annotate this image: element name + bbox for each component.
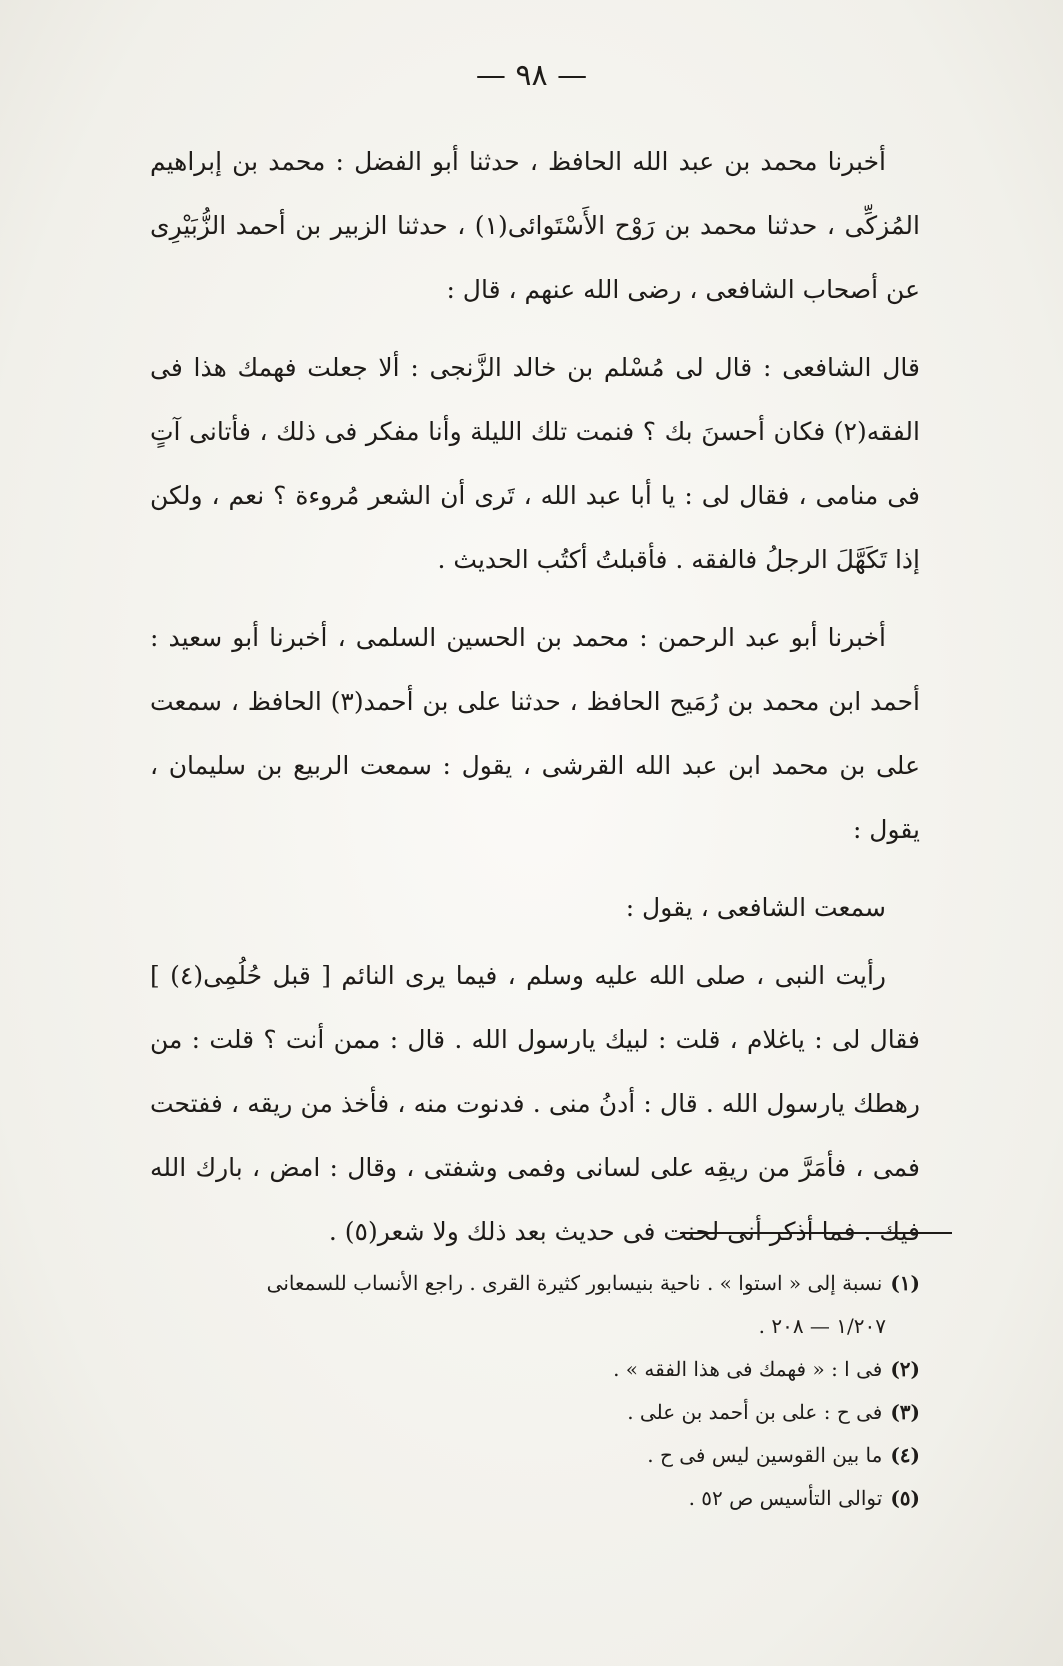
footnotes — [150, 1262, 920, 1520]
footnote-number: (٤) — [890, 1443, 920, 1467]
footnote-text: فى ح : على بن أحمد بن على . — [627, 1400, 883, 1424]
footnote-number: (٥) — [890, 1486, 920, 1510]
footnote-1 — [150, 1262, 920, 1348]
paragraph-2: قال الشافعى : قال لى مُسْلم بن خالد الزَّنجى : ألا جعلت فهمك هذا فى الفقه(٢) فكان أحسنَ بك ؟ فنمت تلك الليلة وأنا مفكر فى ذلك ، فأتانى آتٍ فى منامى ، فقال لى : يا أبا عبد الله ، تَرى أن الشعر مُروءة ؟ نعم ، ولكن إذا تَكَهَّلَ الرجلُ فالفقه . فأقبلتُ أكتُب الحديث . — [150, 353, 920, 574]
paragraph-5: رأيت النبى ، صلى الله عليه وسلم ، فيما يرى النائم [ قبل حُلُمِى(٤) ] فقال لى : ياغلام ، قلت : لبيك يارسول الله . قال : ممن أنت ؟ قلت : من رهطك يارسول الله . قال : أدنُ منى . فدنوت منه ، فأخذ من ريقه ، ففتحت فمى ، فأمَرَّ من ريقِه على لسانى وفمى وشفتى ، وقال : امض ، بارك الله فيك . فما أذكر أنى لحنت فى حديث بعد ذلك ولا شعر(٥) . — [150, 961, 920, 1246]
paragraph-4: سمعت الشافعى ، يقول : — [625, 893, 886, 922]
footnote-text: توالى التأسيس ص ٥٢ . — [688, 1486, 883, 1510]
footnote-text: فى ا : « فهمك فى هذا الفقه » . — [613, 1357, 883, 1381]
footnote-number: (٢) — [890, 1357, 920, 1381]
body-text — [150, 130, 920, 1278]
footnote-4 — [150, 1434, 920, 1477]
footnote-5 — [150, 1477, 920, 1520]
footnote-number: (١) — [890, 1271, 920, 1295]
footnote-2 — [150, 1348, 920, 1391]
footnote-text: نسبة إلى « استوا » . ناحية بنيسابور كثيرة القرى . راجع الأنساب للسمعانى — [266, 1271, 883, 1295]
footnote-divider — [680, 1232, 952, 1234]
footnote-text: ما بين القوسين ليس فى ح . — [647, 1443, 883, 1467]
paragraph-3: أخبرنا أبو عبد الرحمن : محمد بن الحسين السلمى ، أخبرنا أبو سعيد : أحمد ابن محمد بن رُمَيح الحافظ ، حدثنا على بن أحمد(٣) الحافظ ، سمعت على بن محمد ابن عبد الله القرشى ، يقول : سمعت الربيع بن سليمان ، يقول : — [150, 623, 920, 844]
footnote-3 — [150, 1391, 920, 1434]
footnote-continuation: ١/٢٠٧ — ٢٠٨ . — [758, 1314, 886, 1338]
page-number: — ٩٨ — — [475, 58, 588, 93]
paragraph-1: أخبرنا محمد بن عبد الله الحافظ ، حدثنا أبو الفضل : محمد بن إبراهيم المُزكِّى ، حدثنا محمد بن رَوْح الأَسْتَوائى(١) ، حدثنا الزبير بن أحمد الزُّبَيْرِى عن أصحاب الشافعى ، رضى الله عنهم ، قال : — [150, 147, 920, 304]
footnote-number: (٣) — [890, 1400, 920, 1424]
